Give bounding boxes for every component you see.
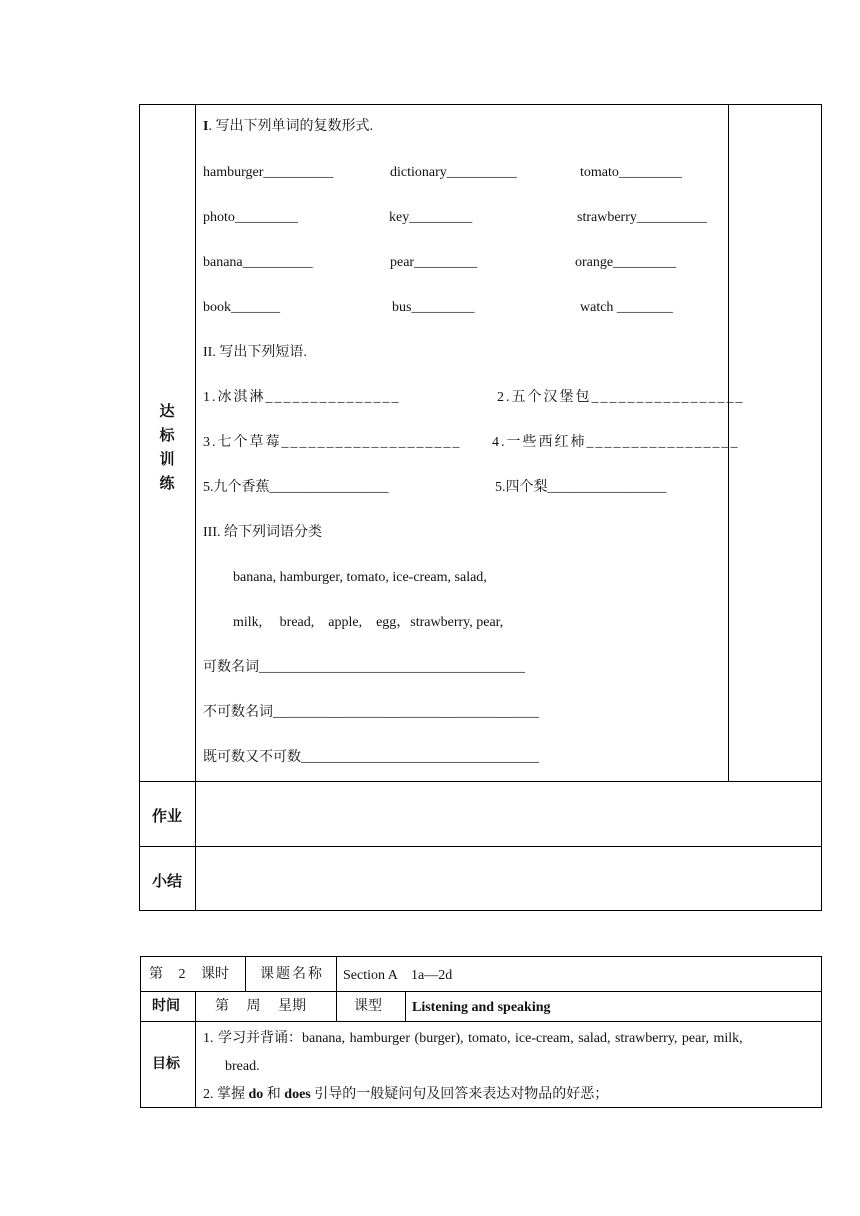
phrase-item: 3.七个草莓____________________ — [203, 435, 462, 450]
time-label: 时间 — [152, 999, 180, 1014]
phrase-item: 2.五个汉堡包_________________ — [497, 390, 745, 405]
blank-item: key_________ — [389, 210, 473, 225]
summary-label: 小结 — [152, 874, 183, 890]
goal2-and: 和 — [263, 1087, 285, 1102]
both-blank: 既可数又不可数__________________________________ — [203, 750, 539, 765]
blank-item: hamburger__________ — [203, 165, 334, 180]
goal-label: 目标 — [152, 1057, 180, 1072]
section1-heading — [203, 118, 373, 136]
type-value: Listening and speaking — [412, 1000, 551, 1015]
side-label-char: 训 — [159, 452, 175, 468]
goal1-line1: 1. 学习并背诵：banana, hamburger (burger), tomato, ice-cream, salad, strawberry, pear, milk, — [203, 1031, 743, 1046]
topic-label: 课题名称 — [260, 967, 324, 982]
blank-item: banana__________ — [203, 255, 313, 270]
goal1-line2: bread. — [225, 1059, 260, 1074]
blank-item: book_______ — [203, 300, 280, 315]
lesson-prefix: 第 — [149, 967, 163, 982]
blank-item: orange_________ — [575, 255, 677, 270]
section1-roman: I — [203, 119, 209, 134]
word-list-line1: banana, hamburger, tomato, ice-cream, salad, — [233, 570, 487, 585]
countable-blank: 可数名词______________________________________ — [203, 660, 525, 675]
topic-value: Section A 1a—2d — [343, 968, 453, 983]
blank-item: photo_________ — [203, 210, 298, 225]
lesson-number-cell — [149, 966, 229, 984]
phrase-item: 4.一些西红柿_________________ — [492, 435, 740, 450]
homework-label: 作业 — [152, 809, 183, 825]
week-prefix: 第 — [215, 999, 229, 1014]
phrase-item: 5.九个香蕉_________________ — [203, 480, 389, 495]
side-label-char: 达 — [159, 404, 175, 420]
side-label-char: 标 — [159, 428, 175, 444]
goal2-post: 引导的一般疑问句及回答来表达对物品的好恶； — [310, 1087, 609, 1102]
phrase-item: 1.冰淇淋_______________ — [203, 390, 401, 405]
section3-heading: III. 给下列词语分类 — [203, 525, 322, 540]
goal2-do: do — [248, 1087, 264, 1102]
phrase-item: 5.四个梨_________________ — [495, 480, 667, 495]
uncountable-blank: 不可数名词______________________________________ — [203, 705, 539, 720]
blank-item: bus_________ — [392, 300, 475, 315]
word-list-line2: milk, bread, apple, egg，strawberry, pear, — [233, 615, 504, 630]
week-mid: 周 — [246, 999, 261, 1014]
blank-item: tomato_________ — [580, 165, 682, 180]
lesson-number: 2 — [178, 967, 186, 982]
side-label-practice — [157, 400, 177, 496]
type-label: 课型 — [354, 999, 382, 1014]
goal2-pre: 2. 掌握 — [203, 1087, 249, 1102]
goal2-line — [203, 1086, 608, 1104]
blank-item: dictionary__________ — [390, 165, 517, 180]
side-label-char: 练 — [159, 476, 175, 492]
blank-item: strawberry__________ — [577, 210, 707, 225]
goal2-does: does — [284, 1087, 311, 1102]
lesson-suffix: 课时 — [201, 967, 229, 982]
section2-heading: II. 写出下列短语. — [203, 345, 307, 360]
blank-item: pear_________ — [390, 255, 478, 270]
section1-heading-text: . 写出下列单词的复数形式. — [208, 119, 373, 134]
weekday-label: 星期 — [278, 999, 306, 1014]
blank-item: watch ________ — [580, 300, 673, 315]
week-cell — [215, 998, 306, 1016]
